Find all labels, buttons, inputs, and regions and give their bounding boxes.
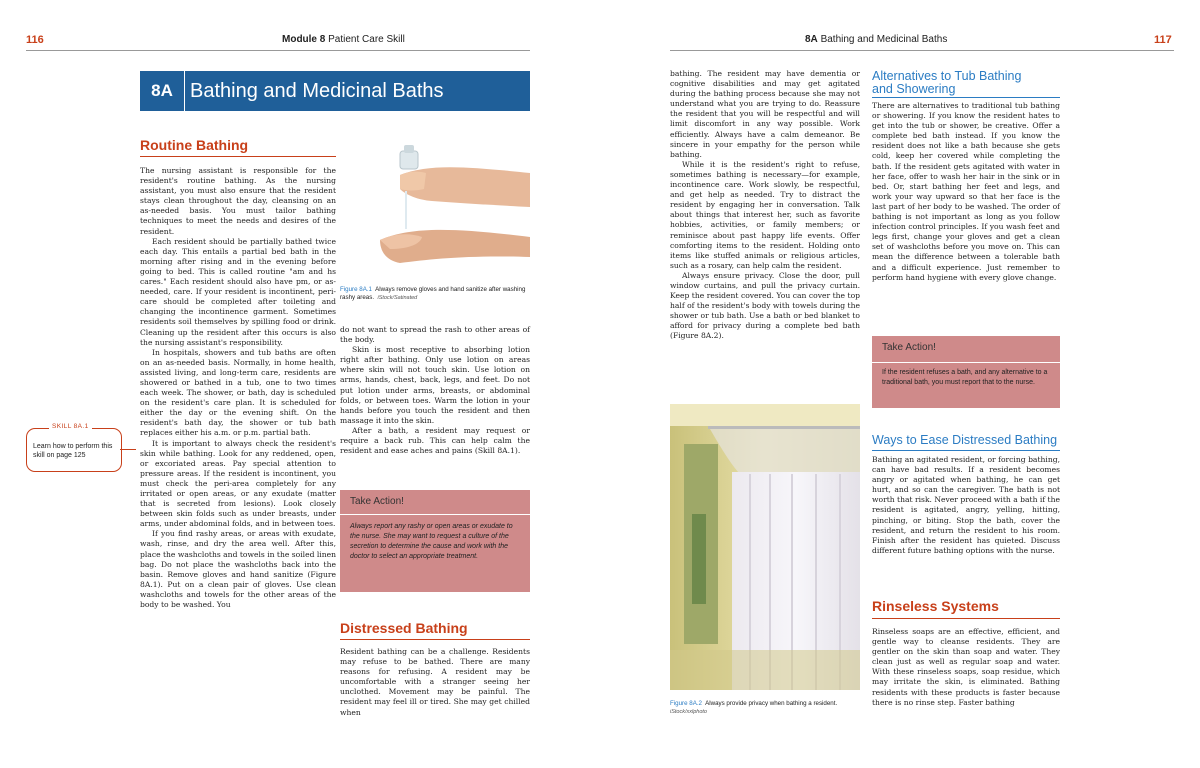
paragraph: Resident bathing can be a challenge. Residents may refuse to be bathed. There are many reasons for refusing. A resident may be uncomfortable with a stranger seeing her unclothed. Movement may be painful. The resident may feel ill or tired. She may get chilled when [340, 647, 530, 717]
column-3-text [670, 69, 860, 342]
take-action-title: Take Action! [350, 496, 404, 507]
heading-rule [872, 450, 1060, 451]
chapter-banner [140, 71, 530, 111]
take-action-text: Always report any rashy or open areas or exudate to the nurse. She may want to request a culture of the secretion to determine the cause and work with the doctor to select an appropriate treatment. [350, 523, 513, 560]
take-action-box [340, 490, 530, 592]
figure-caption-text: Always provide privacy when bathing a resident. [705, 700, 838, 707]
figure-label: Figure 8A.2 [670, 700, 702, 707]
rinseless-text [872, 627, 1060, 708]
figure-caption-text: Always remove gloves and hand sanitize after washing rashy areas. [340, 286, 526, 301]
paragraph: Each resident should be partially bathed twice each day. This entails a partial bed bath in the morning after rising and in the evening before going to bed. This is called routine "am and hs cares." Each resident should also have pm, or as-needed, care. If your resident is incontinent, peri-care should be completed after toileting and changing the incontinence garment. Sometimes residents soil themselves by spilling food or drink. Cleaning up the resident after this occurs is also the nursing assistant's responsibility. [140, 236, 336, 347]
heading-line-1: Alternatives to Tub Bathing [872, 69, 1022, 83]
figure-label: Figure 8A.1 [340, 286, 372, 293]
column-2-text [340, 325, 530, 456]
paragraph: If you find rashy areas, or areas with exudate, wash, rinse, and dry the area well. After this, place the washcloths and towels in the soiled linen bag. Do not place the washcloths back into the basin. Remove gloves and hand sanitize (Figure 8A.1). Put on a clean pair of gloves. Use clean washcloths and towels for the other areas of the body to be washed. You [140, 529, 337, 610]
privacy-curtain-photo [670, 404, 860, 690]
paragraph: Always ensure privacy. Close the door, pull window curtains, and pull the privacy curtain. Keep the resident covered. You can cover the top half of the resident's body with towels during the shower or tub bath. Use a bath or bed blanket to afford for privacy during a complete bed bath (Figure 8A.2). [670, 270, 860, 341]
running-head [805, 34, 947, 45]
paragraph: Bathing an agitated resident, or forcing bathing, can have bad results. If a resident becomes angry or agitated when bathing, he can get hurt, and so can the caregiver. The bath is not worth that risk. Never proceed with a bath if the resident is agitated, angry, yelling, hitting, pinching, or biting. Stop the bath, cover the resident, and return the resident to his room. Finish after the resident has quieted. Discuss different future bathing options with the nurse. [872, 455, 1060, 555]
take-action-divider [340, 514, 530, 515]
page-number: 117 [1154, 34, 1172, 46]
take-action-text: If the resident refuses a bath, and any alternative to a traditional bath, you must report that to the nurse. [882, 369, 1048, 386]
running-head-module: Module 8 [282, 34, 326, 45]
paragraph: While it is the resident's right to refuse, sometimes bathing is necessary—for example, incontinence care. Work slowly, be respectful, and get help as needed. Try to distract the resident by engaging her in conversation. Talk about things that interest her, such as favorite hobbies, activities, or family members; or reminisce about past happy life events. Offer comforting items to the resident. Holding onto items like stuffed animals or religious articles, such as a rosary, can help calm the resident. [670, 159, 860, 270]
skill-connector [120, 449, 136, 450]
running-head-title: Bathing and Medicinal Baths [820, 34, 948, 45]
right-page [600, 0, 1200, 768]
header-rule [670, 50, 1174, 51]
figure-caption-8a1 [340, 286, 530, 302]
running-head-title: Patient Care Skill [328, 34, 405, 45]
heading-rule [872, 618, 1060, 619]
heading-rule [340, 639, 530, 640]
figure-credit: iStock/Satinated [377, 295, 418, 301]
paragraph: The nursing assistant is responsible for the resident's routine bathing. As the nursing assistant, you must also ensure that the resident stays clean throughout the day, cleansing on an as-needed basis. You must tailor bathing techniques to meet the needs and desires of the resident. [140, 166, 336, 236]
chapter-number: 8A [140, 71, 185, 111]
heading-line-2: and Showering [872, 82, 956, 96]
page-number: 116 [26, 34, 44, 46]
section-heading-routine: Routine Bathing [140, 137, 249, 153]
paragraph: It is important to always check the resident's skin while bathing. Look for any reddened, open, or excoriated areas. Pay special attention to pressure areas. If the resident is incontinent, you must check the peri-area completely for any irritated or open areas, or any exudate (matter that is secreted from lesions). Look closely between skin folds such as under breasts, under arms, under abdominal folds, and in between toes. [140, 438, 336, 529]
take-action-divider [872, 362, 1060, 363]
paragraph: After a bath, a resident may request or require a back rub. This can help calm the resident and ease aches and pains (Skill 8A.1). [340, 425, 530, 456]
column-2b-text [340, 647, 530, 718]
paragraph: In hospitals, showers and tub baths are often on an as-needed basis. Normally, in home health, assisted living, and long-term care, residents are showered or bathed in a tub, one to two times each week. The shower, or bath, day is scheduled on the resident's care plan. It is scheduled for either the day or the evening shift. On the resident's bath day, the shower or tub bath replaces either his a.m. or p.m. partial bath. [140, 347, 336, 438]
paragraph: do not want to spread the rash to other areas of the body. [340, 325, 530, 345]
take-action-box [872, 336, 1060, 408]
section-heading-ease: Ways to Ease Distressed Bathing [872, 433, 1058, 447]
alternatives-text [872, 101, 1060, 283]
paragraph: There are alternatives to traditional tub bathing or showering. If you know the resident hates to get into the tub or shower, be creative. Offer a complete bed bath instead. If you know the resident does not like a bath because she gets cold, keep her covered while completing the bath. If the resident gets agitated with water in her face, offer to wash her hair in the sink or in bed. Or, start bathing her feet and legs, and work your way upward so that her face is the last part of her body to be washed. The order of bathing is not important as long as you follow infection control principles. If you wash feet and legs first, change your gloves and get a clean set of washcloths before you move on. This can mean the difference between a tolerable bath and a difficult experience. Just remember to perform hand hygiene with every glove change. [872, 101, 1060, 282]
chapter-title: Bathing and Medicinal Baths [190, 80, 444, 102]
paragraph: Rinseless soaps are an effective, efficient, and gentle way to cleanse residents. They are gentler on the skin than soap and water. They clean just as well as regular soap and water. With these rinseless soaps, soap residue, which may irritate the skin, is eliminated. Bathing residents with these products is faster because there is no rinse step. Faster bathing [872, 627, 1060, 707]
section-heading-distressed: Distressed Bathing [340, 620, 468, 636]
take-action-title: Take Action! [882, 342, 936, 353]
heading-rule [872, 97, 1060, 98]
running-head [282, 34, 405, 45]
skill-label: SKILL 8A.1 [49, 423, 92, 430]
column-1-text [140, 166, 336, 610]
ease-text [872, 455, 1060, 556]
figure-credit: iStock/xxlphoto [670, 709, 707, 715]
running-head-chapter: 8A [805, 34, 818, 45]
section-heading-rinseless: Rinseless Systems [872, 598, 999, 614]
heading-rule [140, 156, 336, 157]
header-rule [26, 50, 530, 51]
paragraph: Skin is most receptive to absorbing lotion right after bathing. Only use lotion on areas where skin will not touch skin. Use lotion on arms, hands, chest, back, legs, and feet. Do not put lotion under arms, breasts, or abdominal folds, or between toes. Warm the lotion in your hands before you touch the resident and then massage it into the skin. [340, 345, 530, 425]
figure-caption-8a2 [670, 700, 860, 716]
section-heading-alternatives [872, 70, 1021, 96]
skill-text: Learn how to perform this skill on page 125 [33, 443, 113, 459]
paragraph: bathing. The resident may have dementia or cognitive disabilities and may get agitated during the bathing process because she may not understand what you are trying to do. Reassure the resident that you will be respectful and will limit discomfort in any way possible. Work efficiently. Always have a calm demeanor. Be sincere in your empathy for the person while bathing. [670, 69, 860, 159]
hand-sanitizer-photo [340, 145, 530, 280]
skill-callout[interactable] [26, 423, 122, 472]
